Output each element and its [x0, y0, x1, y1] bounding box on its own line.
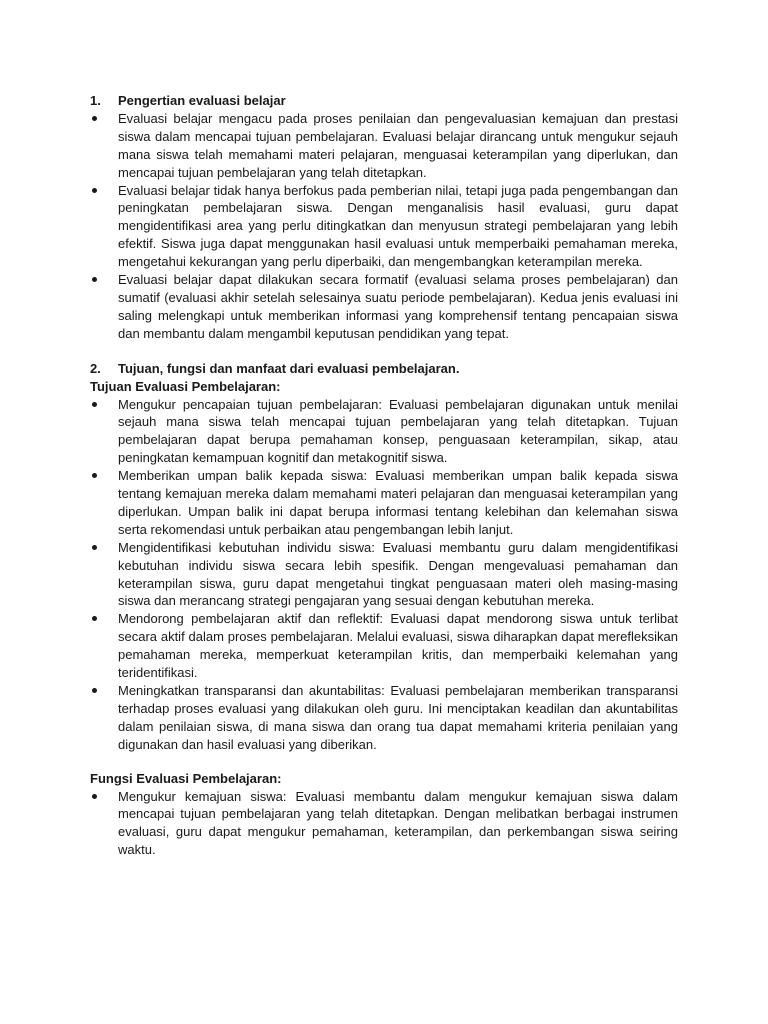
list-item	[90, 182, 678, 272]
bullet-icon	[90, 396, 118, 468]
section-1-title: Pengertian evaluasi belajar	[118, 93, 286, 108]
list-item	[90, 788, 678, 860]
list-item-text: Evaluasi belajar dapat dilakukan secara formatif (evaluasi selama proses pembelajaran) dan sumatif (evaluasi akhir setelah selesainya suatu periode pembelajaran). Kedua jenis evaluasi ini saling melengkapi untuk memberikan informasi yang komprehensif tentang pencapaian siswa dan membantu dalam mengambil keputusan pendidikan yang tepat.	[118, 272, 678, 341]
section-2-heading	[90, 360, 678, 378]
bullet-icon	[90, 788, 118, 860]
list-item-text: Memberikan umpan balik kepada siswa: Evaluasi memberikan umpan balik kepada siswa tentang kemajuan mereka dalam memahami materi pelajaran dan menguasai keterampilan yang diperlukan. Umpan balik ini dapat berupa informasi tentang kelebihan dan kelemahan siswa serta rekomendasi untuk perbaikan atau pengembangan lebih lanjut.	[118, 468, 678, 537]
list-item-text: Mengidentifikasi kebutuhan individu siswa: Evaluasi membantu guru dalam mengidentifikasi kebutuhan individu siswa secara lebih spesifik. Dengan mengevaluasi pemahaman dan keterampilan siswa, guru dapat mengetahui tingkat penguasaan materi oleh masing-masing siswa dan merancang strategi pengajaran yang sesuai dengan kebutuhan mereka.	[118, 539, 678, 609]
list-item-text: Mengukur pencapaian tujuan pembelajaran: Evaluasi pembelajaran digunakan untuk menilai sejauh mana siswa telah mencapai tujuan pembelajaran yang telah ditetapkan. Tujuan pembelajaran dapat berupa pemahaman konsep, penguasaan keterampilan, sikap, atau peningkatan kemampuan kognitif dan metakognitif siswa.	[118, 396, 678, 466]
list-item-text: Meningkatkan transparansi dan akuntabilitas: Evaluasi pembelajaran memberikan transparansi terhadap proses evaluasi yang dilakukan oleh guru. Ini menciptakan keadilan dan akuntabilitas dalam penilaian siswa, di mana siswa dan orang tua dapat memahami kriteria penilaian yang digunakan dan hasil evaluasi yang diberikan.	[118, 683, 678, 752]
bullet-icon	[90, 682, 118, 754]
section-2-number: 2.	[90, 360, 101, 376]
section-1-heading	[90, 92, 678, 110]
fungsi-heading: Fungsi Evaluasi Pembelajaran:	[90, 770, 282, 786]
list-item	[90, 467, 678, 539]
list-item	[90, 110, 678, 182]
list-item	[90, 539, 678, 611]
list-item-text: Mengukur kemajuan siswa: Evaluasi membantu dalam mengukur kemajuan siswa dalam mencapai tujuan pembelajaran yang telah ditetapkan. Dengan melibatkan berbagai instrumen evaluasi, guru dapat mengukur pemahaman, keterampilan, dan perkembangan siswa seiring waktu.	[118, 788, 678, 858]
tujuan-list	[90, 396, 678, 754]
section-1-number: 1.	[90, 93, 101, 108]
fungsi-list	[90, 788, 678, 860]
tujuan-heading: Tujuan Evaluasi Pembelajaran:	[90, 378, 281, 394]
section-1-list	[90, 110, 678, 343]
bullet-icon	[90, 110, 118, 182]
list-item-text: Mendorong pembelajaran aktif dan reflektif: Evaluasi dapat mendorong siswa untuk terlibat secara aktif dalam proses pembelajaran. Melalui evaluasi, siswa diharapkan dapat merefleksikan pemahaman mereka, memperkuat keterampilan kritis, dan memperbaiki kelemahan yang teridentifikasi.	[118, 611, 678, 681]
section-2-title: Tujuan, fungsi dan manfaat dari evaluasi pembelajaran.	[118, 360, 460, 376]
bullet-icon	[90, 610, 118, 682]
bullet-icon	[90, 182, 118, 272]
bullet-icon	[90, 539, 118, 611]
bullet-icon	[90, 467, 118, 539]
list-item	[90, 396, 678, 468]
bullet-icon	[90, 271, 118, 343]
list-item	[90, 682, 678, 754]
list-item	[90, 610, 678, 682]
document-body	[90, 92, 678, 859]
list-item	[90, 271, 678, 343]
list-item-text: Evaluasi belajar tidak hanya berfokus pada pemberian nilai, tetapi juga pada pengembangan dan peningkatan pembelajaran siswa. Dengan menganalisis hasil evaluasi, guru dapat mengidentifikasi area yang perlu ditingkatkan dan menyusun strategi pembelajaran yang lebih efektif. Siswa juga dapat menggunakan hasil evaluasi untuk memperbaiki pemahaman mereka, mengetahui kekurangan yang perlu diperbaiki, dan mengembangkan keterampilan mereka.	[118, 182, 678, 270]
list-item-text: Evaluasi belajar mengacu pada proses penilaian dan pengevaluasian kemajuan dan prestasi siswa dalam mencapai tujuan pembelajaran. Evaluasi belajar dirancang untuk mengukur sejauh mana siswa telah memahami materi pelajaran, menguasai keterampilan yang diperlukan, dan mencapai tujuan pembelajaran yang telah ditetapkan.	[118, 110, 678, 180]
